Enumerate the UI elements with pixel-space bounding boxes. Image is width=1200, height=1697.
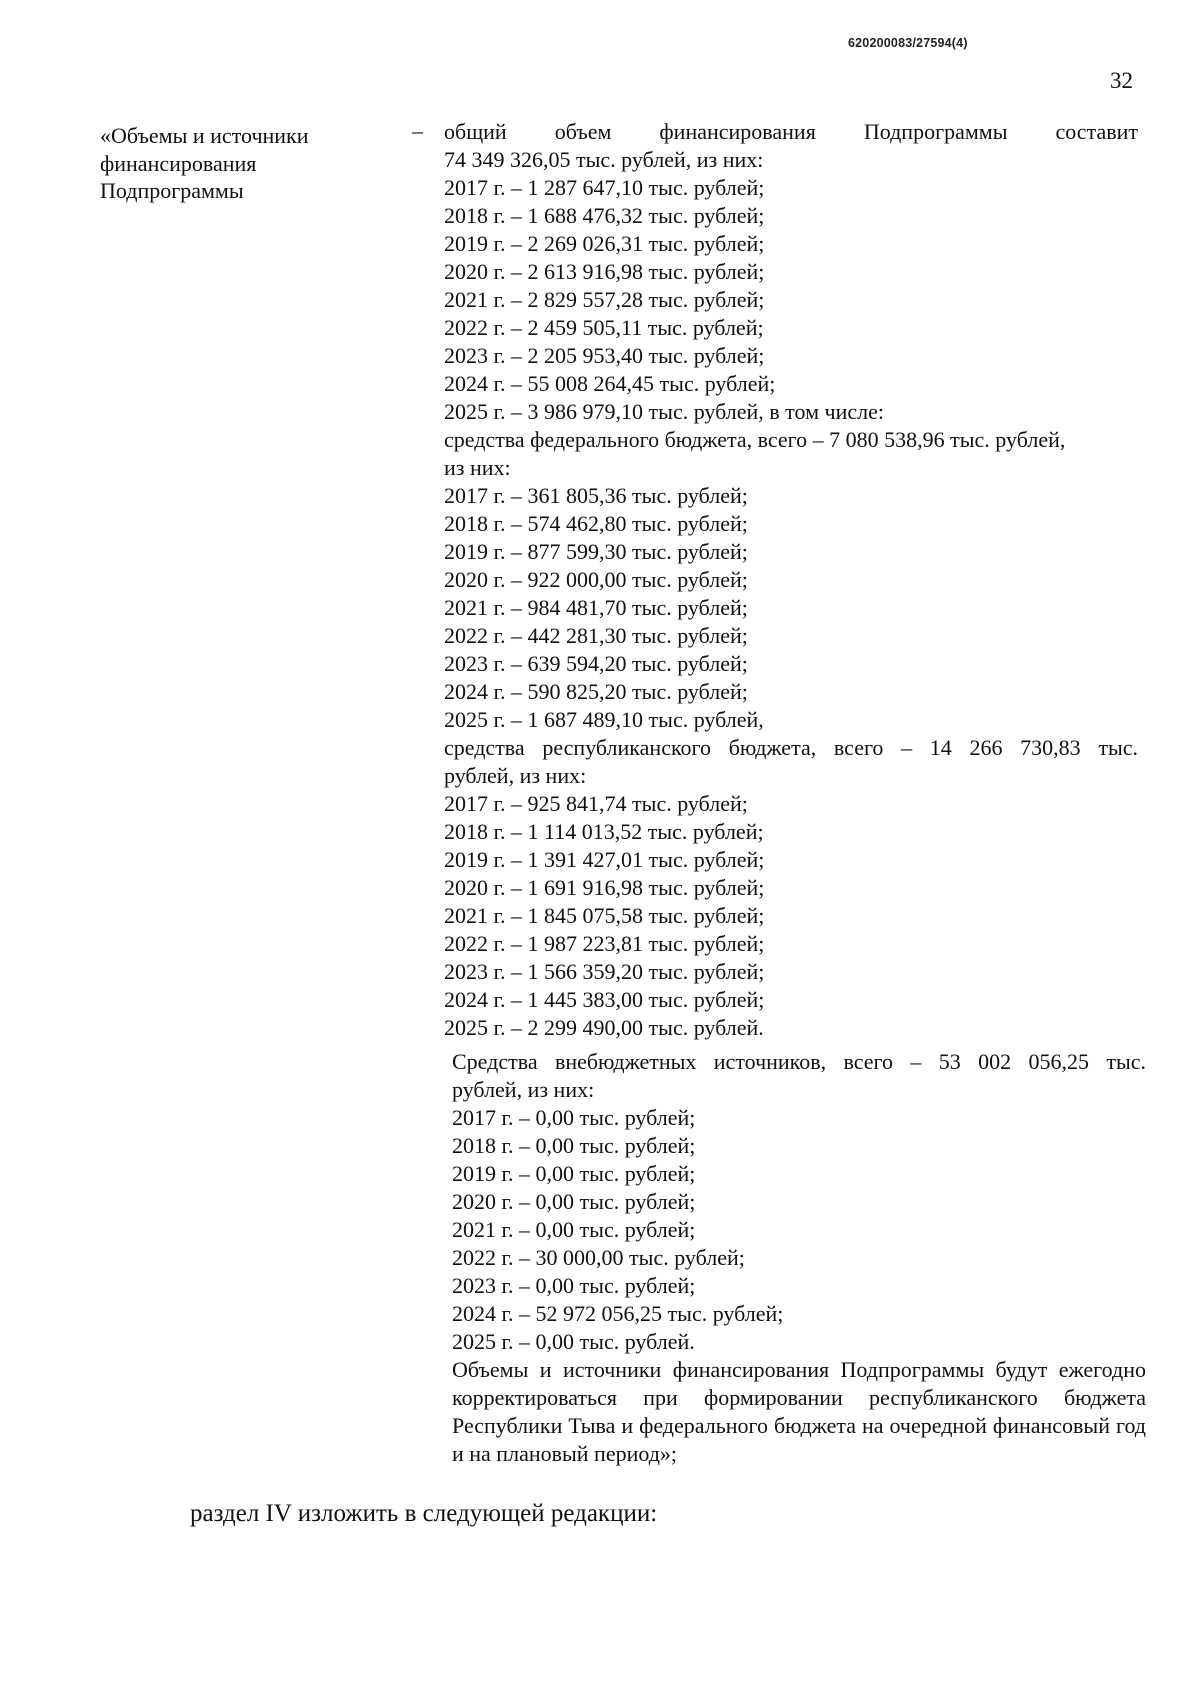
text-line: 2023 г. – 1 566 359,20 тыс. рублей; [444,959,765,984]
text-line: из них: [444,455,511,480]
page-number: 32 [1110,68,1133,93]
text-line: рублей, из них: [452,1077,595,1102]
text-line: 2025 г. – 3 986 979,10 тыс. рублей, в том числе: [444,399,884,424]
financing-block-a [444,118,1138,1042]
dash: – [412,118,423,143]
text-line: 2021 г. – 0,00 тыс. рублей; [452,1217,696,1242]
text-line: 2017 г. – 361 805,36 тыс. рублей; [444,483,748,508]
text-line: 2019 г. – 877 599,30 тыс. рублей; [444,539,748,564]
text-line: 2022 г. – 442 281,30 тыс. рублей; [444,623,748,648]
financing-block-b [452,1048,1146,1468]
left-column-label: «Объемы и источники финансирования Подпрограммы [100,123,309,203]
text-line: 2019 г. – 1 391 427,01 тыс. рублей; [444,847,765,872]
text-line: средства республиканского бюджета, всего – 14 266 730,83 тыс. [444,735,1138,760]
text-line: 2021 г. – 984 481,70 тыс. рублей; [444,595,748,620]
text-line: 2025 г. – 2 299 490,00 тыс. рублей. [444,1015,764,1040]
text-line: средства федерального бюджета, всего – 7 080 538,96 тыс. рублей, [444,427,1066,452]
text-line: 2023 г. – 2 205 953,40 тыс. рублей; [444,343,765,368]
text-line: 2023 г. – 0,00 тыс. рублей; [452,1273,696,1298]
text-line: 2025 г. – 0,00 тыс. рублей. [452,1329,695,1354]
text-line: 2019 г. – 2 269 026,31 тыс. рублей; [444,231,765,256]
text-line: 2022 г. – 30 000,00 тыс. рублей; [452,1245,745,1270]
text-line: общий объем финансирования Подпрограммы составит [444,119,1138,144]
text-line: 2025 г. – 1 687 489,10 тыс. рублей, [444,707,764,732]
text-line: 2024 г. – 55 008 264,45 тыс. рублей; [444,371,776,396]
text-line: 2017 г. – 925 841,74 тыс. рублей; [444,791,748,816]
text-line: 2021 г. – 1 845 075,58 тыс. рублей; [444,903,765,928]
text-line: 2017 г. – 0,00 тыс. рублей; [452,1105,696,1130]
text-line: 2020 г. – 0,00 тыс. рублей; [452,1189,696,1214]
text-line: 2024 г. – 590 825,20 тыс. рублей; [444,679,748,704]
text-line: 2024 г. – 52 972 056,25 тыс. рублей; [452,1301,784,1326]
text-line: 2017 г. – 1 287 647,10 тыс. рублей; [444,175,765,200]
text-line: 2020 г. – 1 691 916,98 тыс. рублей; [444,875,765,900]
text-line: 2022 г. – 2 459 505,11 тыс. рублей; [444,315,764,340]
section-instruction: раздел IV изложить в следующей редакции: [190,1500,658,1527]
text-line: 2018 г. – 0,00 тыс. рублей; [452,1133,696,1158]
closing-paragraph: Объемы и источники финансирования Подпрограммы будут ежегодно корректироваться при формировании республиканского бюджета Республики Тыва и федерального бюджета на очередной финансовый год и на плановый период»; [452,1357,1146,1466]
text-line: 2018 г. – 1 688 476,32 тыс. рублей; [444,203,765,228]
text-line: Средства внебюджетных источников, всего – 53 002 056,25 тыс. [452,1049,1146,1074]
document-id: 620200083/27594(4) [848,36,968,50]
text-line: 2024 г. – 1 445 383,00 тыс. рублей; [444,987,765,1012]
text-line: 2022 г. – 1 987 223,81 тыс. рублей; [444,931,765,956]
text-line: 2018 г. – 574 462,80 тыс. рублей; [444,511,748,536]
text-line: 2020 г. – 922 000,00 тыс. рублей; [444,567,748,592]
text-line: 2021 г. – 2 829 557,28 тыс. рублей; [444,287,765,312]
text-line: 2019 г. – 0,00 тыс. рублей; [452,1161,696,1186]
text-line: 74 349 326,05 тыс. рублей, из них: [444,147,764,172]
text-line: 2018 г. – 1 114 013,52 тыс. рублей; [444,819,764,844]
text-line: 2023 г. – 639 594,20 тыс. рублей; [444,651,748,676]
text-line: рублей, из них: [444,763,587,788]
text-line: 2020 г. – 2 613 916,98 тыс. рублей; [444,259,765,284]
